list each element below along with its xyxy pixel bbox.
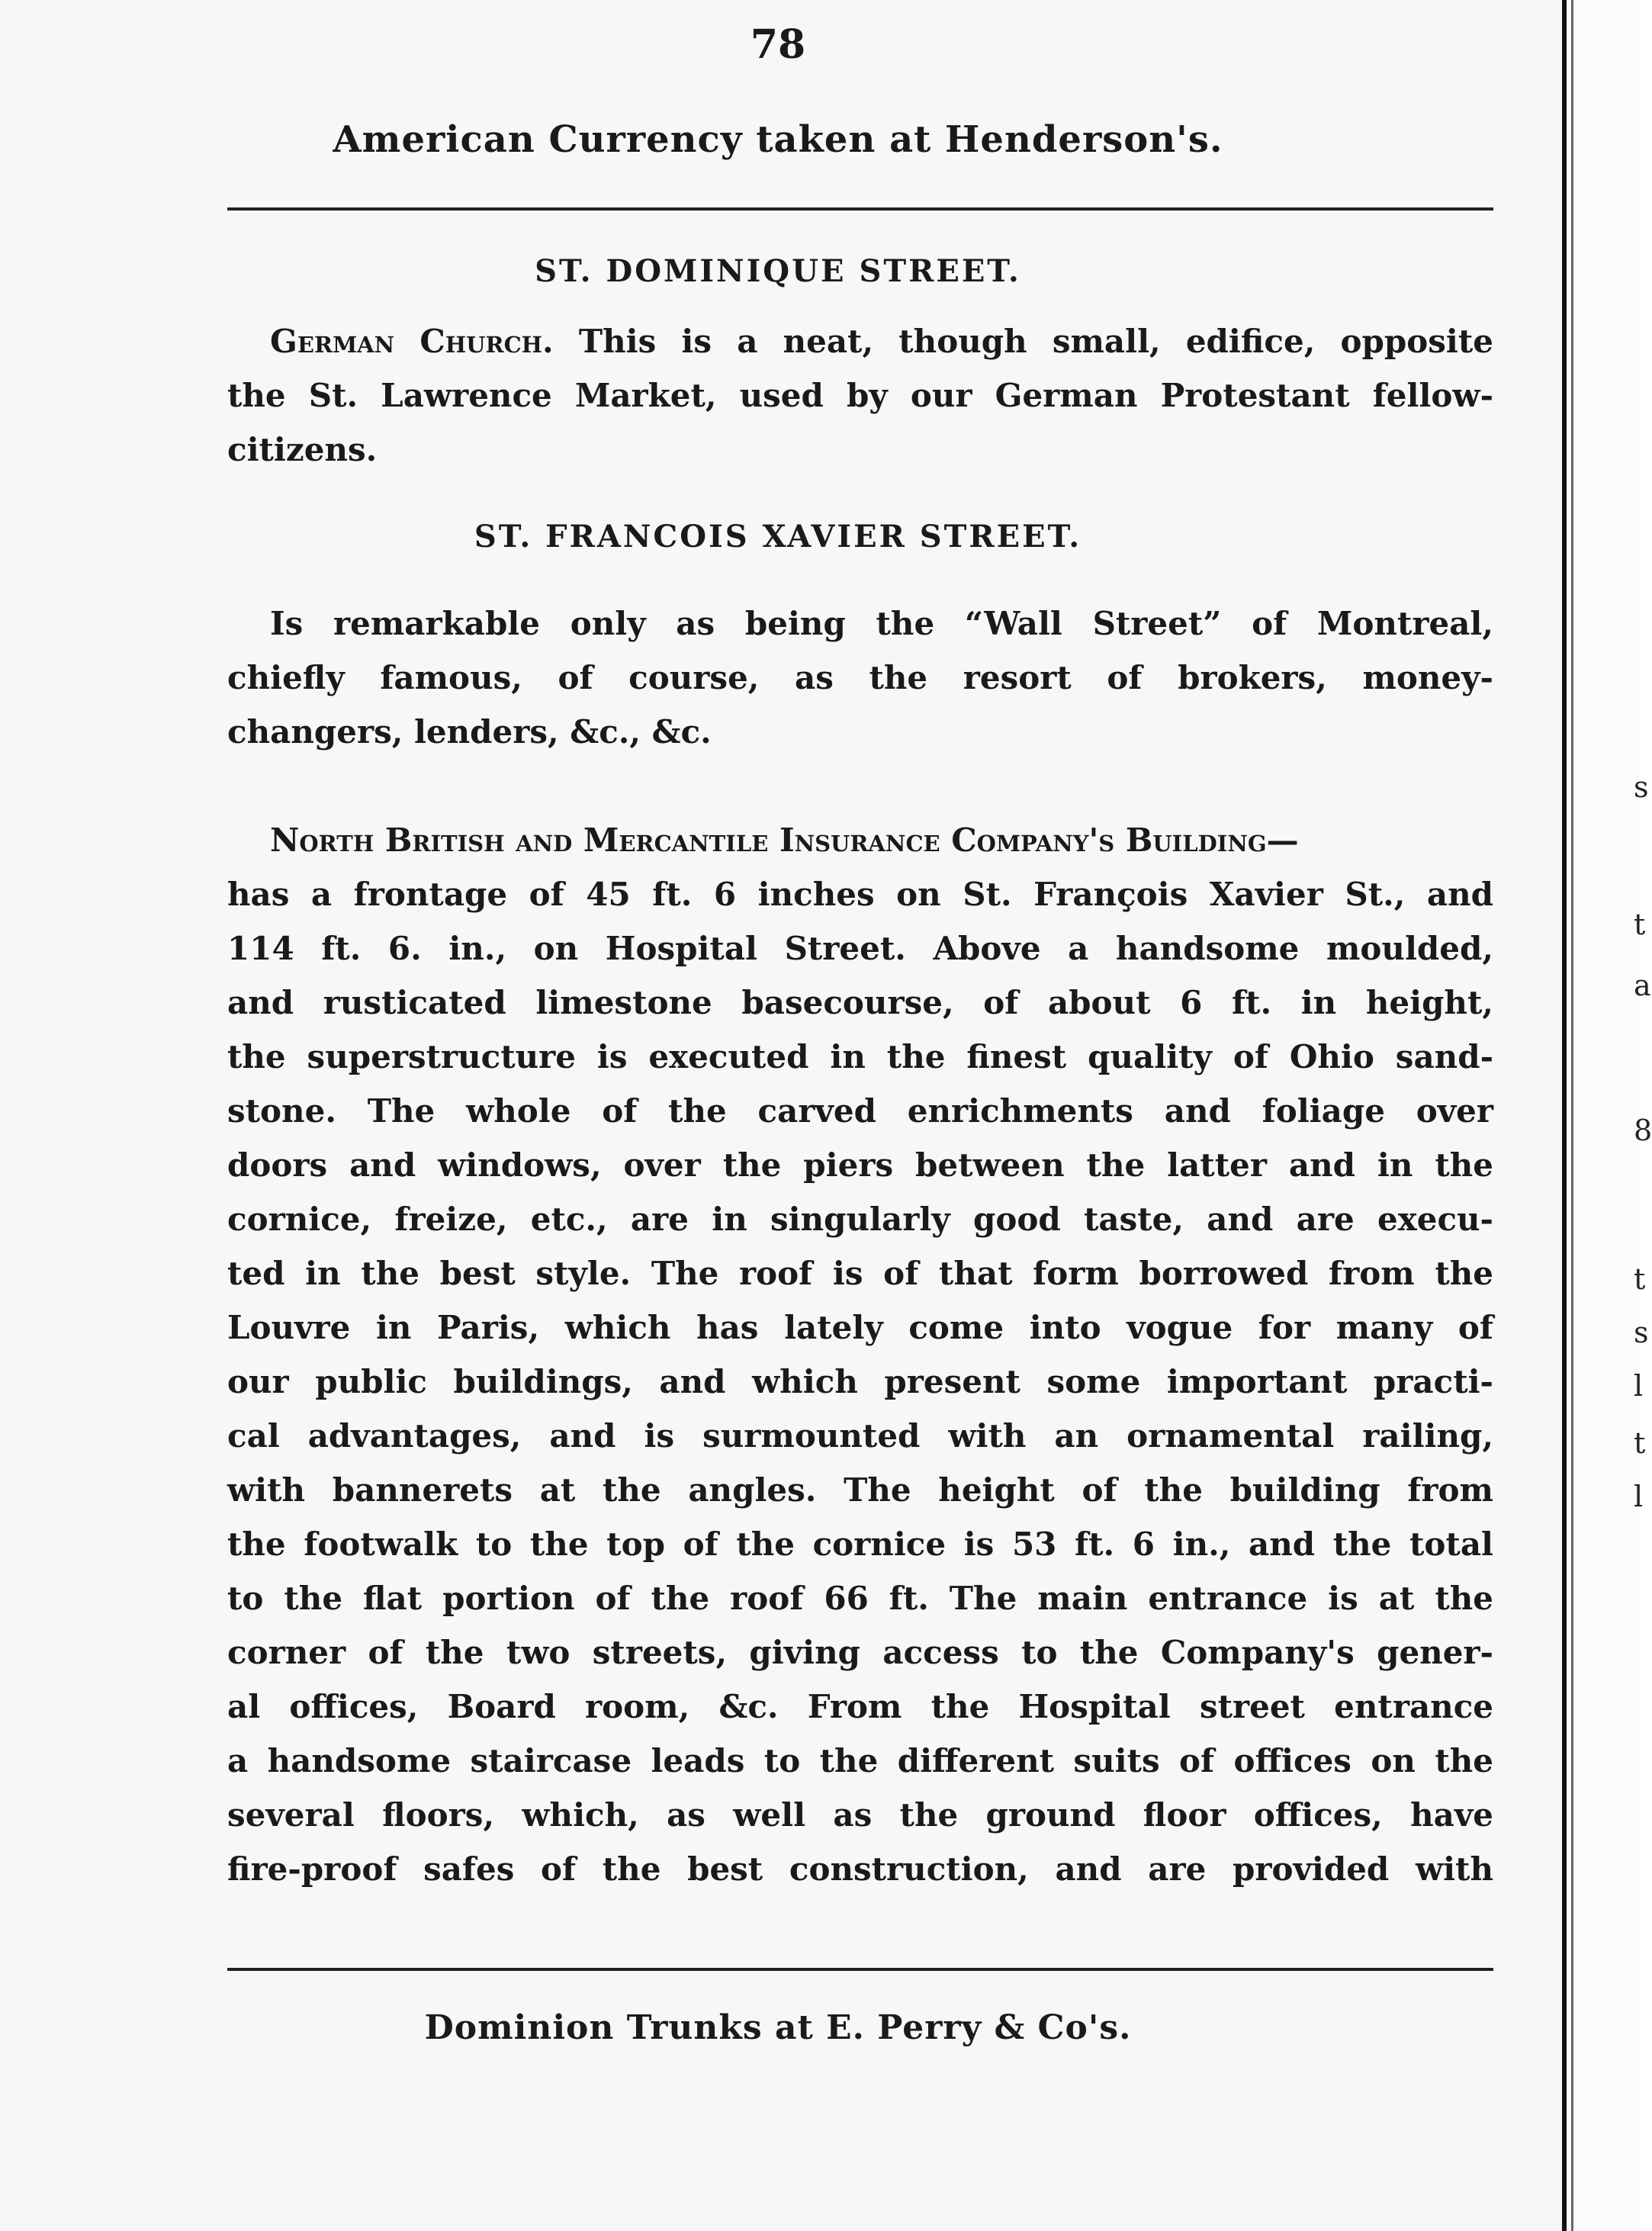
text-line: German Church. This is a neat, though small, edifice, opposite (270, 323, 1493, 360)
text-line: and rusticated limestone basecourse, of about 6 ft. in height, (227, 984, 1493, 1021)
text-line: the superstructure is executed in the finest quality of Ohio sand- (227, 1038, 1493, 1075)
section-heading-st-dominique: ST. DOMINIQUE STREET. (535, 253, 1021, 289)
text-line: corner of the two streets, giving access to the Company's gener- (227, 1634, 1493, 1671)
text-line: to the flat portion of the roof 66 ft. The main entrance is at the (227, 1580, 1493, 1617)
paragraph-german-church (227, 314, 1493, 477)
text-line: cornice, freize, etc., are in singularly good taste, and are execu- (227, 1201, 1493, 1238)
footer-rule (227, 1968, 1493, 1971)
facing-page-letter: l (1634, 1369, 1644, 1403)
page-gutter-edge (1562, 0, 1567, 2231)
text-line: the St. Lawrence Market, used by our German Protestant fellow- (227, 377, 1493, 414)
text-line: our public buildings, and which present some important practi- (227, 1363, 1493, 1400)
text-line: 114 ft. 6. in., on Hospital Street. Above a handsome moulded, (227, 930, 1493, 967)
text-line: a handsome staircase leads to the different suits of offices on the (227, 1742, 1493, 1779)
text-line: doors and windows, over the piers between the latter and in the (227, 1146, 1493, 1184)
facing-page-letter: t (1634, 908, 1646, 941)
text-line: has a frontage of 45 ft. 6 inches on St. François Xavier St., and (227, 876, 1493, 913)
text-line: Louvre in Paris, which has lately come into vogue for many of (227, 1309, 1493, 1346)
paragraph-wall-street (227, 596, 1493, 759)
facing-page-letter: l (1634, 1480, 1644, 1513)
paragraph-insurance-building (227, 813, 1493, 1896)
text-line: several floors, which, as well as the ground floor offices, have (227, 1796, 1493, 1834)
text-line: the footwalk to the top of the cornice is 53 ft. 6 in., and the total (227, 1525, 1493, 1563)
facing-page-letter: 8 (1634, 1114, 1652, 1147)
running-head-advertisement: American Currency taken at Henderson's. (333, 118, 1223, 161)
entry-lead: North British and Mercantile Insurance Company's Building— (270, 821, 1299, 859)
facing-page-letter: s (1634, 770, 1649, 804)
text-line: fire-proof safes of the best construction, and are provided with (227, 1850, 1493, 1888)
facing-page-letter: t (1634, 1426, 1646, 1460)
entry-lead: German Church. (270, 323, 554, 360)
text-line: Is remarkable only as being the “Wall Street” of Montreal, (270, 605, 1493, 642)
facing-page-letter: a (1634, 969, 1651, 1002)
text-line: stone. The whole of the carved enrichments and foliage over (227, 1092, 1493, 1130)
text-line: al offices, Board room, &c. From the Hospital street entrance (227, 1688, 1493, 1725)
page-number: 78 (750, 21, 806, 68)
page-gutter-shadow (1571, 0, 1573, 2231)
facing-page-margin (1576, 0, 1640, 2231)
facing-page-letter: s (1634, 1316, 1649, 1349)
facing-page-letter: t (1634, 1262, 1646, 1296)
section-heading-st-francois-xavier: ST. FRANCOIS XAVIER STREET. (474, 519, 1082, 555)
text-line: changers, lenders, &c., &c. (227, 713, 712, 751)
text-line: with bannerets at the angles. The height of the building from (227, 1471, 1493, 1509)
text-line: cal advantages, and is surmounted with an ornamental railing, (227, 1417, 1493, 1455)
text-line: citizens. (227, 431, 378, 468)
text-line (227, 813, 1493, 867)
text-line: chiefly famous, of course, as the resort of brokers, money- (227, 659, 1493, 696)
text-line: ted in the best style. The roof is of that form borrowed from the (227, 1255, 1493, 1292)
footer-advertisement: Dominion Trunks at E. Perry & Co's. (424, 2008, 1132, 2047)
header-rule (227, 207, 1493, 211)
